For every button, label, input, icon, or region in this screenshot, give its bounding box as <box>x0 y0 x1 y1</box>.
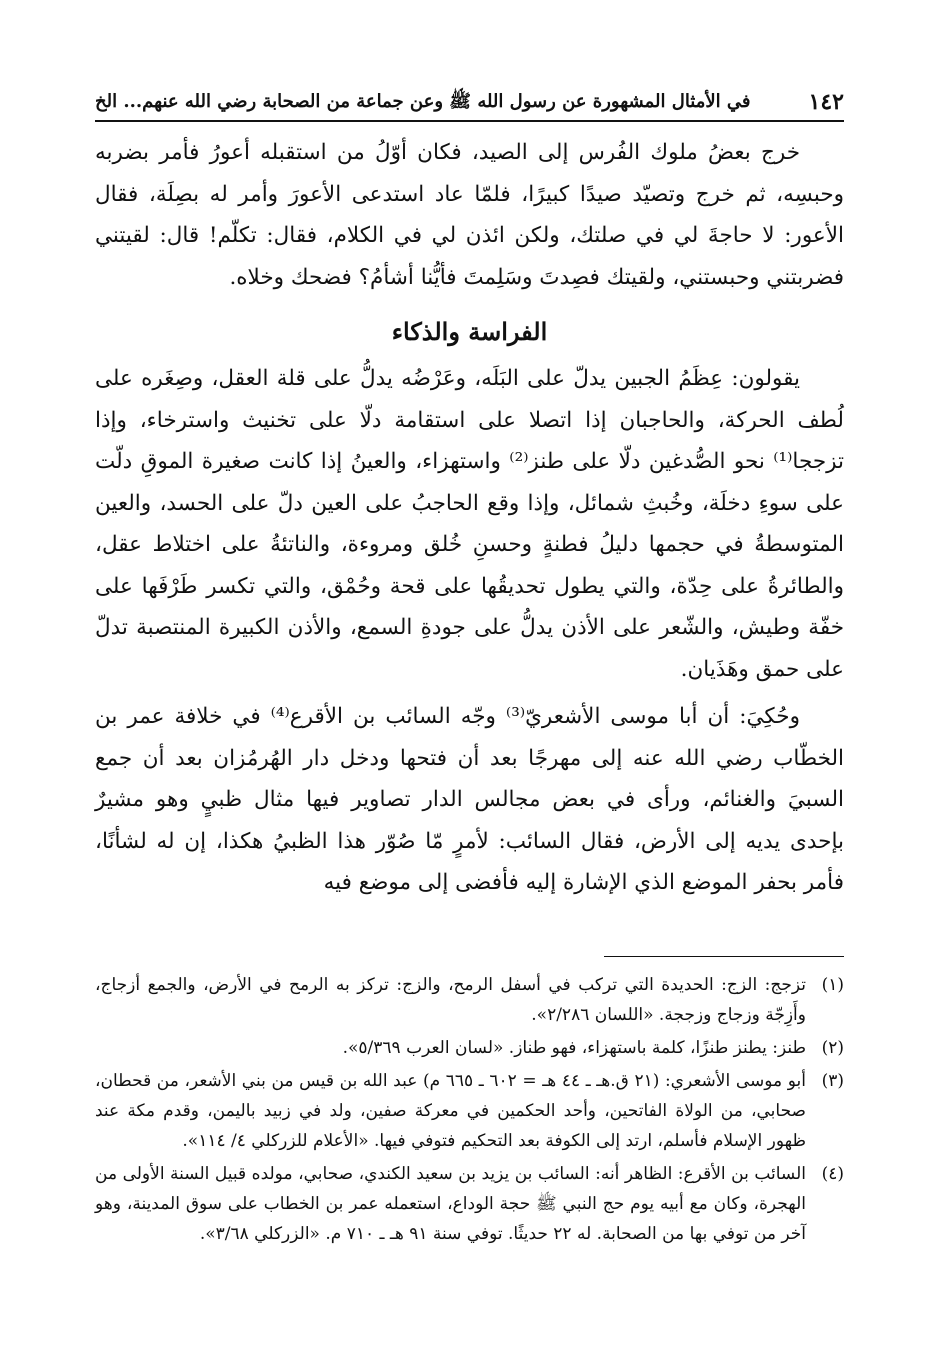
section-heading: الفراسة والذكاء <box>391 317 548 346</box>
footnote-text: السائب بن الأقرع: الظاهر أنه: السائب بن يزيد بن سعيد الكندي، صحابي، مولده قبيل السنة الأولى من الهجرة، وكان مع أبيه يوم حج النبي ﷺ حجة الوداع، استعمله عمر بن الخطاب على سوق المدينة، وهو آخر من توفي بها من الصحابة. له ٢٢ حديثًا. توفي سنة ٩١ هـ ـ ٧١٠ م. «الزركلي ٣/٦٨». <box>95 1164 806 1244</box>
footnote-2 <box>95 1033 844 1063</box>
footnote-4 <box>95 1159 844 1249</box>
footnote-1 <box>95 970 844 1030</box>
page-header <box>95 80 844 122</box>
footnote-text: طنز: يطنز طنزًا، كلمة باستهزاء، فهو طناز. «لسان العرب ٥/٣٦٩». <box>342 1038 806 1058</box>
main-text <box>95 132 844 904</box>
paragraph-physiognomy: يقولون: عِظَمُ الجبين يدلّ على البَلَه، وعَرْضُه يدلُّ على قلة العقل، وصِغَره على لُطف الحركة، والحاجبان إذا اتصلا على استقامة دلّا على تخنيث واسترخاء، وإذا تزججا⁽¹⁾ نحو الصُّدغين دلّا على طنز⁽²⁾ واستهزاء، والعينُ إذا كانت صغيرة الموقِ دلّت على سوءِ دخلَة، وخُبثِ شمائل، وإذا وقع الحاجبُ على العين دلّ على الحسد، والعين المتوسطةُ في حجمها دليلُ فطنةٍ وحسنِ خُلق ومروءة، والناتئةُ على اختلاط عقل، والطائرةُ على حِدّة، والتي يطول تحديقُها على قحة وحُمْق، والتي تكسر طَرْفَها على خفّة وطيش، والشّعر على الأذن يدلُّ على جودةِ السمع، والأذن الكبيرة المنتصبة تدلّ على حمق وهَذَيان. <box>95 366 844 682</box>
footnote-number: (١) <box>821 975 844 995</box>
running-title: في الأمثال المشهورة عن رسول الله ﷺ وعن جماعة من الصحابة رضي الله عنهم... الخ <box>95 91 751 112</box>
footnote-3 <box>95 1066 844 1156</box>
page-number: ١٤٢ <box>808 89 844 115</box>
paragraph-story: خرج بعضُ ملوك الفُرس إلى الصيد، فكان أوّلُ من استقبله أعورُ فأمر بضربه وحبسِه، ثم خرج وتصيّد صيدًا كبيرًا، فلمّا عاد استدعى الأعورَ وأمر له بصِلَة، فقال الأعور: لا حاجةَ لي في صلتك، ولكن ائذن لي في الكلام، فقال: تكلّم! قال: لقيتني فضربتني وحبستني، ولقيتك فصِدتَ وسَلِمتَ فأيُّنا أشأمُ؟ فضحك وخلاه. <box>95 140 844 290</box>
paragraph-anecdote: وحُكِيَ: أن أبا موسى الأشعريّ⁽³⁾ وجّه السائب بن الأقرع⁽⁴⁾ في خلافة عمر بن الخطّاب رضي الله عنه إلى مهرجًا بعد أن فتحها ودخل دار الهُرمُزان بعد أن جمع السبيَ والغنائم، ورأى في بعض مجالس الدار تصاوير فيها مثال ظبيٍ وهو مشيرٌ بإحدى يديه إلى الأرض، فقال السائب: لأمرٍ مّا صُوّر هذا الظبيُ هكذا، إن له لشأنًا، فأمر بحفر الموضع الذي الإشارة إليه فأفضى إلى موضع فيه <box>95 704 844 895</box>
footnote-number: (٤) <box>821 1164 844 1184</box>
footnote-number: (٣) <box>821 1071 844 1091</box>
footnote-text: أبو موسى الأشعري: (٢١ ق.هـ ـ ٤٤ هـ = ٦٠٢ ـ ٦٦٥ م) عبد الله بن قيس من بني الأشعر، من قحطان، صحابي، من الولاة الفاتحين، وأحد الحكمين في معركة صفين، ولد في زبيد باليمن، وقدم مكة عند ظهور الإسلام فأسلم، ارتد إلى الكوفة بعد التحكيم فتوفي فيها. «الأعلام للزركلي ٤/ ١١٤». <box>95 1071 806 1151</box>
footnote-number: (٢) <box>821 1038 844 1058</box>
footnote-divider <box>604 956 844 957</box>
footnote-text: تزجج: الزج: الحديدة التي تركب في أسفل الرمح، والزج: تركز به الرمح في الأرض، والجمع أزجاج، وأَزِجّة وزجاج وزججة. «اللسان ٢/٢٨٦». <box>95 975 806 1025</box>
footnotes <box>95 970 844 1252</box>
